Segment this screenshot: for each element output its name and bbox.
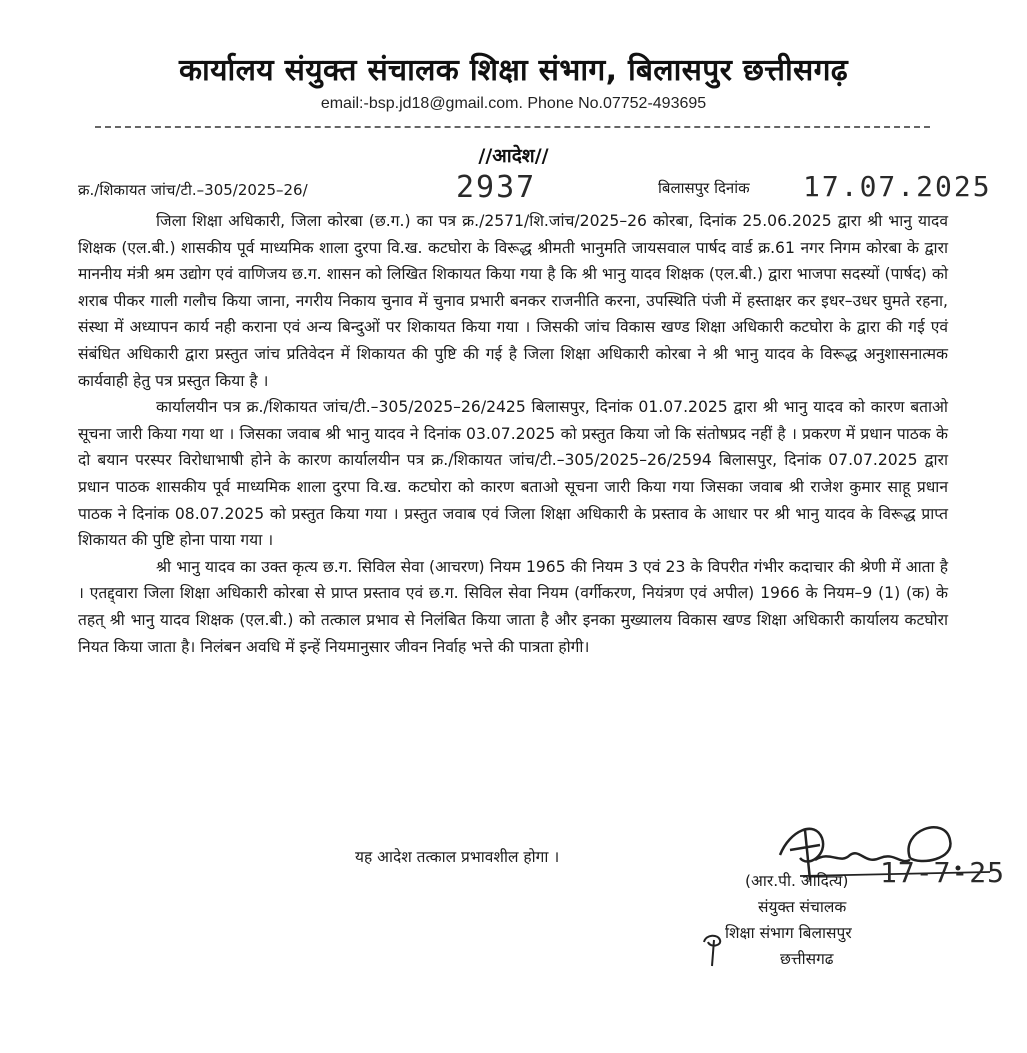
signatory-division: शिक्षा संभाग बिलासपुर bbox=[725, 924, 852, 942]
order-body bbox=[78, 208, 948, 660]
initial-mark-image bbox=[700, 928, 736, 968]
reference-number-handwritten: 2937 bbox=[456, 170, 537, 205]
body-paragraph-suspension: श्री भानु यादव का उक्त कृत्य छ.ग. सिविल सेवा (आचरण) नियम 1965 की नियम 3 एवं 23 के विपरीत गंभीर कदाचार की श्रेणी में आता है । एतद्द्वारा जिला शिक्षा अधिकारी कोरबा से प्राप्त प्रस्ताव एवं छ.ग. सिविल सेवा नियम (वर्गीकरण, नियंत्रण एवं अपील) 1966 के नियम–9 (1) (क) के तहत् श्री भानु यादव शिक्षक (एल.बी.) को तत्काल प्रभाव से निलंबित किया जाता है और इनका मुख्यालय विकास खण्ड शिक्षा अधिकारी कार्यालय कटघोरा नियत किया जाता है। निलंबन अवधि में इन्हें नियमानुसार जीवन निर्वाह भत्ते की पात्रता होगी। bbox=[78, 557, 948, 656]
contact-line: email:-bsp.jd18@gmail.com. Phone No.07752-493695 bbox=[320, 95, 707, 112]
order-date-handwritten: 17.07.2025 bbox=[803, 170, 992, 203]
signatory-designation: संयुक्त संचालक bbox=[758, 898, 847, 916]
place-date-label: बिलासपुर दिनांक bbox=[658, 179, 750, 197]
order-heading: //आदेश// bbox=[478, 145, 549, 167]
reference-number-prefix: क्र./शिकायत जांच/टी.–305/2025–26/ bbox=[78, 181, 308, 199]
body-paragraph-show-cause: कार्यालयीन पत्र क्र./शिकायत जांच/टी.–305/2025–26/2425 बिलासपुर, दिनांक 01.07.2025 द्वारा श्री भानु यादव को कारण बताओ सूचना जारी किया गया था । जिसका जवाब श्री भानु यादव ने दिनांक 03.07.2025 को प्रस्तुत किया जो कि संतोषप्रद नहीं है । प्रकरण में प्रधान पाठक के दो बयान परस्पर विरोधाभाषी होने के कारण कार्यालयीन पत्र क्र./शिकायत जांच/टी.–305/2025–26/2594 बिलासपुर, दिनांक 07.07.2025 द्वारा प्रधान पाठक शासकीय पूर्व माध्यमिक शाला दुरपा वि.ख. कटघोरा को कारण बताओ सूचना जारी किया गया जिसका जवाब श्री राजेश कुमार साहू प्रधान पाठक ने दिनांक 08.07.2025 को प्रस्तुत किया गया । प्रस्तुत जवाब एवं जिला शिक्षा अधिकारी के प्रस्ताव के आधार पर श्री भानु यादव के विरूद्ध प्राप्त शिकायत की पुष्टि होना पाया गया । bbox=[78, 398, 948, 550]
reference-line bbox=[78, 170, 1018, 210]
signatory-name: (आर.पी. आदित्य) bbox=[745, 872, 849, 890]
body-paragraph-complaint: जिला शिक्षा अधिकारी, जिला कोरबा (छ.ग.) का पत्र क्र./2571/शि.जांच/2025–26 कोरबा, दिनांक 25.06.2025 द्वारा श्री भानु यादव शिक्षक (एल.बी.) शासकीय पूर्व माध्यमिक शाला दुरपा वि.ख. कटघोरा के विरूद्ध श्रीमती भानुमति जायसवाल पार्षद वार्ड क्र.61 नगर निगम कोरबा के द्वारा माननीय मंत्री श्रम उद्योग एवं वाणिजय छ.ग. शासन को लिखित शिकायत किया गया है कि श्री भानु यादव शिक्षक (एल.बी.) द्वारा भाजपा सदस्यों (पार्षद) को शराब पीकर गाली गलौच किया जाना, नगरीय निकाय चुनाव में चुनाव प्रभारी बनकर राजनीति करना, उपस्थिति पंजी में हस्ताक्षर कर इधर–उधर घुमते रहना, संस्था में अध्यापन कार्य नही कराना एवं अन्य बिन्दुओं पर शिकायत किया गया । जिसकी जांच विकास खण्ड शिक्षा अधिकारी कटघोरा के द्वारा की गई एवं संबंधित अधिकारी द्वारा प्रस्तुत जांच प्रतिवेदन में शिकायत की पुष्टि की गई है जिला शिक्षा अधिकारी कोरबा ने श्री भानु यादव के विरूद्ध अनुशासनात्मक कार्यवाही हेतु पत्र प्रस्तुत किया है । bbox=[78, 212, 949, 390]
signatory-state: छत्तीसगढ bbox=[780, 950, 834, 968]
office-title: कार्यालय संयुक्त संचालक शिक्षा संभाग, बिलासपुर छत्तीसगढ़ bbox=[179, 53, 848, 88]
signature-date-handwritten: 17-7-25 bbox=[880, 856, 1006, 889]
header-divider bbox=[95, 126, 930, 128]
closing-statement: यह आदेश तत्काल प्रभावशील होगा । bbox=[355, 848, 560, 866]
